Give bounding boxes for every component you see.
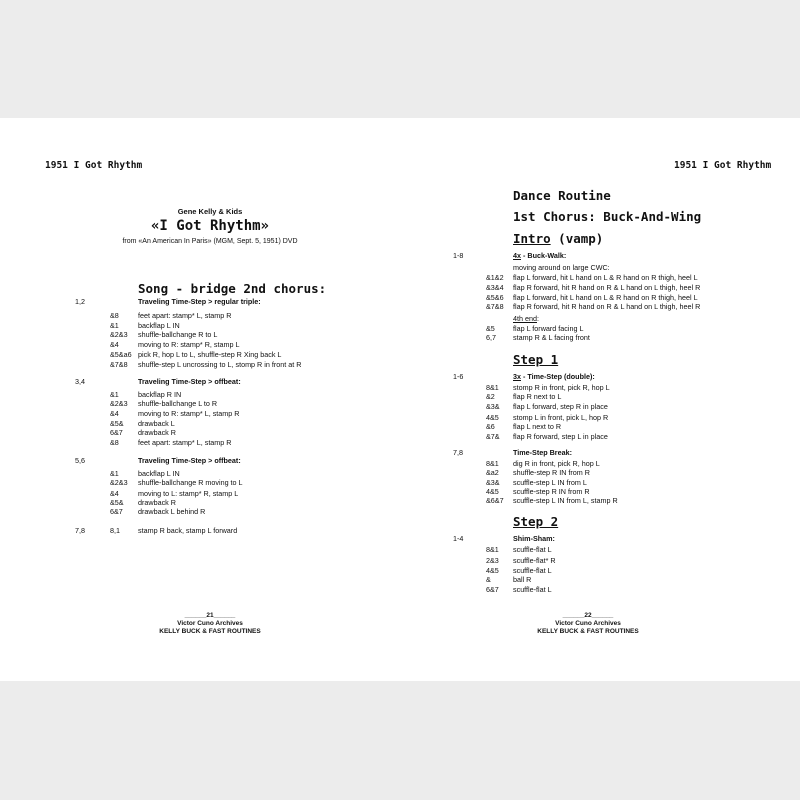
step-description: flap L forward, hit L hand on L & R hand on R thigh, heel L [513, 293, 698, 302]
step-description: shuffle-step R IN from R [513, 468, 590, 477]
book-spread [0, 118, 800, 681]
step-description: feet apart: stamp* L, stamp R [138, 311, 232, 320]
step-description: flap R next to L [513, 392, 562, 401]
count: 4&5 [486, 566, 499, 575]
count: &2&3 [110, 399, 128, 408]
step-description: flap R forward, hit R hand on R & L hand on L thigh, heel R [513, 283, 701, 292]
bar-number: 1-6 [453, 372, 464, 381]
right-page [400, 118, 800, 681]
bar-number: 1-4 [453, 534, 464, 543]
intro-heading [513, 231, 603, 246]
page-number: 22 [584, 612, 592, 619]
step-description: backflap R IN [138, 390, 182, 399]
step-description: flap R forward, hit R hand on R & L hand on L thigh, heel R [513, 302, 701, 311]
count: 8&1 [486, 383, 499, 392]
page-number: 21 [206, 612, 214, 619]
step-description: shuffle-ballchange R moving to L [138, 478, 243, 487]
step-description: stomp R in front, pick R, hop L [513, 383, 610, 392]
count: &1 [110, 321, 119, 330]
step-description: scuffle-flat L [513, 545, 552, 554]
intro-label: Intro [513, 231, 551, 246]
archive-name: Victor Cuno Archives [555, 620, 621, 627]
count: &7&8 [486, 302, 504, 311]
count: &5& [110, 419, 124, 428]
step-1-heading: Step 1 [513, 352, 559, 367]
count: 2&3 [486, 556, 499, 565]
intro-suffix: (vamp) [550, 231, 604, 246]
step-name: Shim-Sham: [513, 534, 555, 543]
count: &1 [110, 390, 119, 399]
step-title: - Time-Step (double): [521, 372, 595, 381]
collection-name: KELLY BUCK & FAST ROUTINES [537, 628, 639, 635]
step-description: shuffle-step L uncrossing to L, stomp R in front at R [138, 360, 302, 369]
repeat-count: 3x [513, 372, 521, 381]
song-title: «I Got Rhythm» [150, 218, 269, 234]
step-description: scuffle-flat* R [513, 556, 556, 565]
count: &4 [110, 340, 119, 349]
routine-heading: Dance Routine [513, 188, 611, 203]
count: &2&3 [110, 330, 128, 339]
step-description: scuffle-step L IN from L, stamp R [513, 496, 618, 505]
step-description: backflap L IN [138, 321, 180, 330]
count: 6,7 [486, 333, 496, 342]
count: &7& [486, 432, 500, 441]
count: 4&5 [486, 487, 499, 496]
count: 6&7 [110, 507, 123, 516]
step-name: Traveling Time-Step > regular triple: [138, 297, 261, 306]
count: 8&1 [486, 459, 499, 468]
count: &3& [486, 402, 500, 411]
count: &8 [110, 311, 119, 320]
count: 8,1 [110, 526, 120, 535]
step-description: flap L next to R [513, 422, 562, 431]
count: &2 [486, 392, 495, 401]
step-description: drawback R [138, 428, 176, 437]
step-description: flap R forward, step L in place [513, 432, 608, 441]
repeat-count: 4x [513, 251, 521, 260]
section-title: Song - bridge 2nd chorus: [138, 281, 327, 296]
bar-number: 1-8 [453, 251, 464, 260]
step-description: stomp L in front, pick L, hop R [513, 413, 609, 422]
step-description: scuffle-step R IN from R [513, 487, 590, 496]
step-description: moving to R: stamp* R, stamp L [138, 340, 240, 349]
count: &1&2 [486, 273, 504, 282]
count: &3&4 [486, 283, 504, 292]
step-name [513, 372, 595, 381]
count: &7&8 [110, 360, 128, 369]
running-head: 1951 I Got Rhythm [674, 160, 772, 171]
step-description: dig R in front, pick R, hop L [513, 459, 600, 468]
count: &4 [110, 489, 119, 498]
step-description: flap L forward, step R in place [513, 402, 608, 411]
step-description: ball R [513, 575, 532, 584]
count: 8&1 [486, 545, 499, 554]
count: &5&a6 [110, 350, 132, 359]
step-description: pick R, hop L to L, shuffle-step R Xing back L [138, 350, 282, 359]
step-name: Traveling Time-Step > offbeat: [138, 377, 241, 386]
source-line: from «An American In Paris» (MGM, Sept. 5, 1951) DVD [122, 238, 298, 245]
step-description: scuffle-step L IN from L [513, 478, 587, 487]
count: &2&3 [110, 478, 128, 487]
step-name: Traveling Time-Step > offbeat: [138, 456, 241, 465]
count: &5&6 [486, 293, 504, 302]
running-head: 1951 I Got Rhythm [45, 160, 143, 171]
step-description: stamp R & L facing front [513, 333, 590, 342]
step-description: flap L forward, hit L hand on L & R hand on R thigh, heel L [513, 273, 698, 282]
bar-number: 7,8 [75, 526, 85, 535]
page-footer [488, 612, 688, 636]
step-description: scuffle-flat L [513, 566, 552, 575]
count: 4&5 [486, 413, 499, 422]
count: &8 [110, 438, 119, 447]
count: 6&7 [486, 585, 499, 594]
step-description: backflap L IN [138, 469, 180, 478]
count: &3& [486, 478, 500, 487]
step-title: - Buck-Walk: [521, 251, 567, 260]
page-number-line: ______22______ [562, 612, 614, 619]
count: &a2 [486, 468, 499, 477]
bar-number: 1,2 [75, 297, 85, 306]
bar-number: 7,8 [453, 448, 463, 457]
count: & [486, 575, 491, 584]
count: &6 [486, 422, 495, 431]
archive-name: Victor Cuno Archives [177, 620, 243, 627]
step-description: scuffle-flat L [513, 585, 552, 594]
page-footer [110, 612, 310, 636]
page-number-line: ______21______ [184, 612, 236, 619]
step-description: shuffle-ballchange L to R [138, 399, 218, 408]
step-description: moving to R: stamp* L, stamp R [138, 409, 240, 418]
step-description: feet apart: stamp* L, stamp R [138, 438, 232, 447]
sub-label: 4th end: [513, 314, 539, 323]
count: &4 [110, 409, 119, 418]
step-description: moving around on large CWC: [513, 263, 610, 272]
step-description: flap L forward facing L [513, 324, 584, 333]
step-description: shuffle-ballchange R to L [138, 330, 218, 339]
step-description: drawback L [138, 419, 175, 428]
bar-number: 3,4 [75, 377, 85, 386]
step-description: moving to L: stamp* R, stamp L [138, 489, 239, 498]
count: &6&7 [486, 496, 504, 505]
count: &5 [486, 324, 495, 333]
step-description: stamp R back, stamp L forward [138, 526, 238, 535]
count: 6&7 [110, 428, 123, 437]
sub-label-text: 4th end [513, 314, 537, 323]
bar-number: 5,6 [75, 456, 85, 465]
chorus-heading: 1st Chorus: Buck-And-Wing [513, 209, 702, 224]
step-name: Time-Step Break: [513, 448, 572, 457]
count: &1 [110, 469, 119, 478]
left-page [0, 118, 400, 681]
collection-name: KELLY BUCK & FAST ROUTINES [159, 628, 261, 635]
step-description: drawback R [138, 498, 176, 507]
step-2-heading: Step 2 [513, 514, 559, 529]
step-description: drawback L behind R [138, 507, 206, 516]
step-name [513, 251, 566, 260]
artist-line: Gene Kelly & Kids [177, 207, 243, 216]
count: &5& [110, 498, 124, 507]
